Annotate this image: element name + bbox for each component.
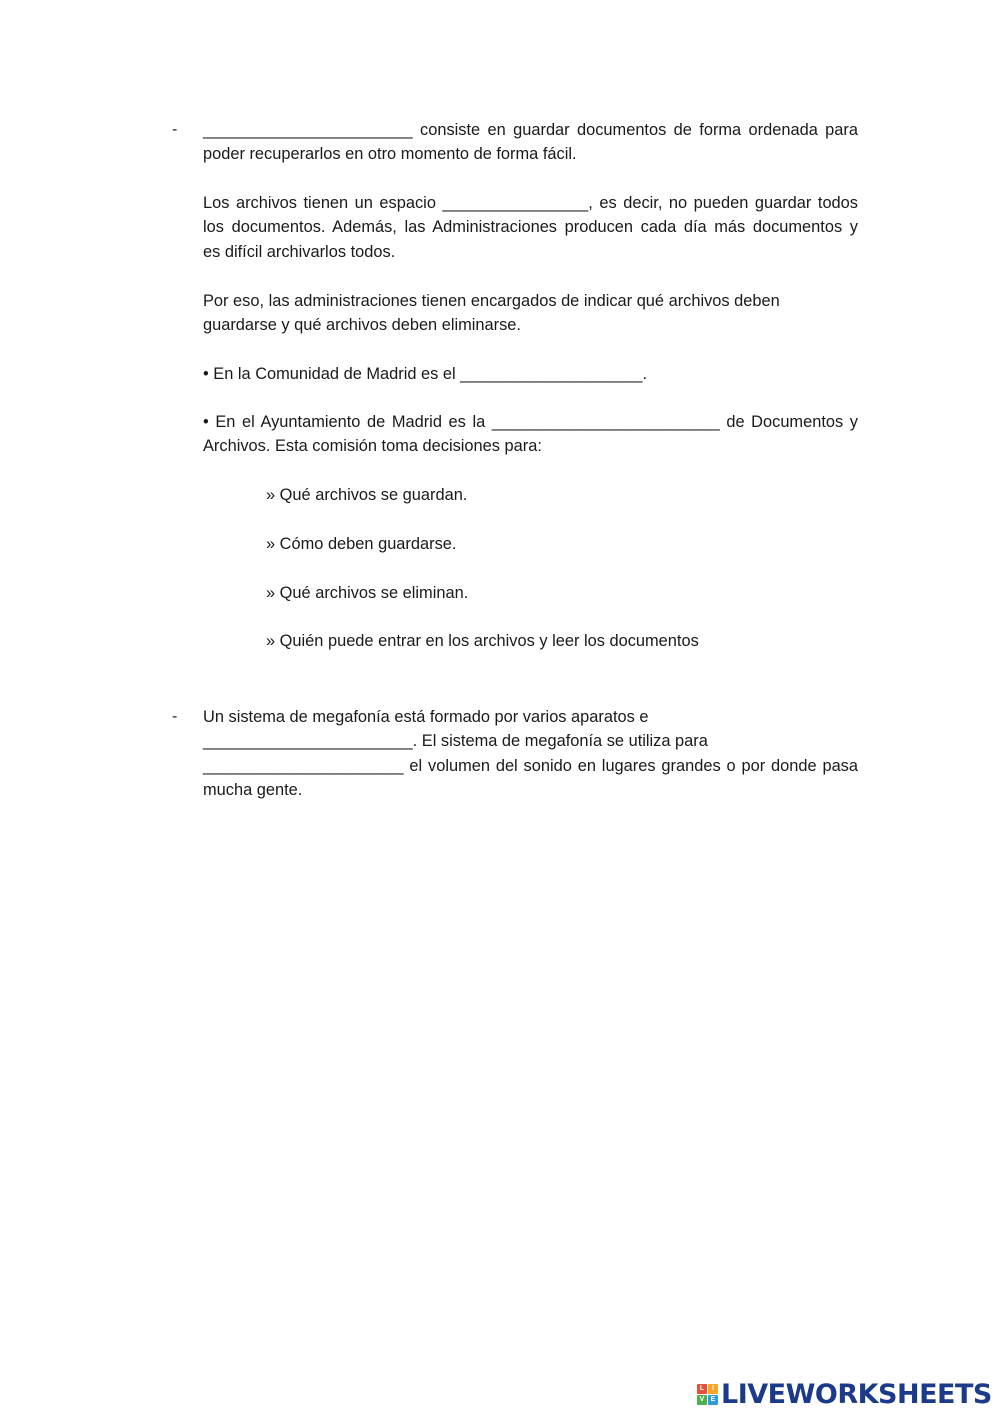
sub-item: » Qué archivos se guardan. <box>266 486 468 504</box>
text-line: los documentos. Además, las Administraciones producen cada día más documentos y <box>203 218 858 237</box>
ayuntamiento-madrid-paragraph <box>203 410 858 459</box>
sub-item: » Qué archivos se eliminan. <box>266 584 469 602</box>
liveworksheets-logo <box>697 1376 992 1412</box>
text-line: Los archivos tienen un espacio ________________, es decir, no pueden guardar todos <box>203 194 858 212</box>
section-1-paragraph-2 <box>203 191 858 264</box>
text-line: Un sistema de megafonía está formado por varios aparatos e <box>203 708 649 726</box>
text-line: es difícil archivarlos todos. <box>203 242 396 261</box>
text-line: poder recuperarlos en otro momento de forma fácil. <box>203 145 577 164</box>
section-2-bullet: - <box>172 708 178 725</box>
liveworksheets-mark-icon <box>697 1384 718 1405</box>
liveworksheets-wordmark: LIVEWORKSHEETS <box>721 1378 992 1410</box>
text-line: • En el Ayuntamiento de Madrid es la _________________________ de Documentos y <box>203 413 858 431</box>
logo-mark-letter: E <box>708 1395 718 1405</box>
text-line: _______________________ consiste en guardar documentos de forma ordenada para <box>203 121 858 139</box>
logo-mark-letter: I <box>708 1384 718 1394</box>
text-line: _______________________. El sistema de megafonía se utiliza para <box>203 732 708 751</box>
sub-item: » Cómo deben guardarse. <box>266 535 457 553</box>
text-line: ______________________ el volumen del sonido en lugares grandes o por donde pasa <box>203 756 858 775</box>
text-line: Archivos. Esta comisión toma decisiones para: <box>203 437 542 456</box>
logo-mark-letter: V <box>697 1395 707 1405</box>
text-line: Por eso, las administraciones tienen encargados de indicar qué archivos deben <box>203 292 780 310</box>
text-line: guardarse y qué archivos deben eliminarse. <box>203 316 521 335</box>
section-1-paragraph-3 <box>203 289 858 338</box>
comunidad-madrid-line <box>203 362 858 386</box>
section-1-paragraph-1 <box>203 118 858 167</box>
sub-item: » Quién puede entrar en los archivos y leer los documentos <box>266 632 699 650</box>
section-2-paragraph <box>203 705 858 803</box>
section-1-bullet: - <box>172 121 178 138</box>
logo-mark-letter: L <box>697 1384 707 1394</box>
text-line: mucha gente. <box>203 781 303 800</box>
text-line: • En la Comunidad de Madrid es el ____________________. <box>203 365 648 383</box>
